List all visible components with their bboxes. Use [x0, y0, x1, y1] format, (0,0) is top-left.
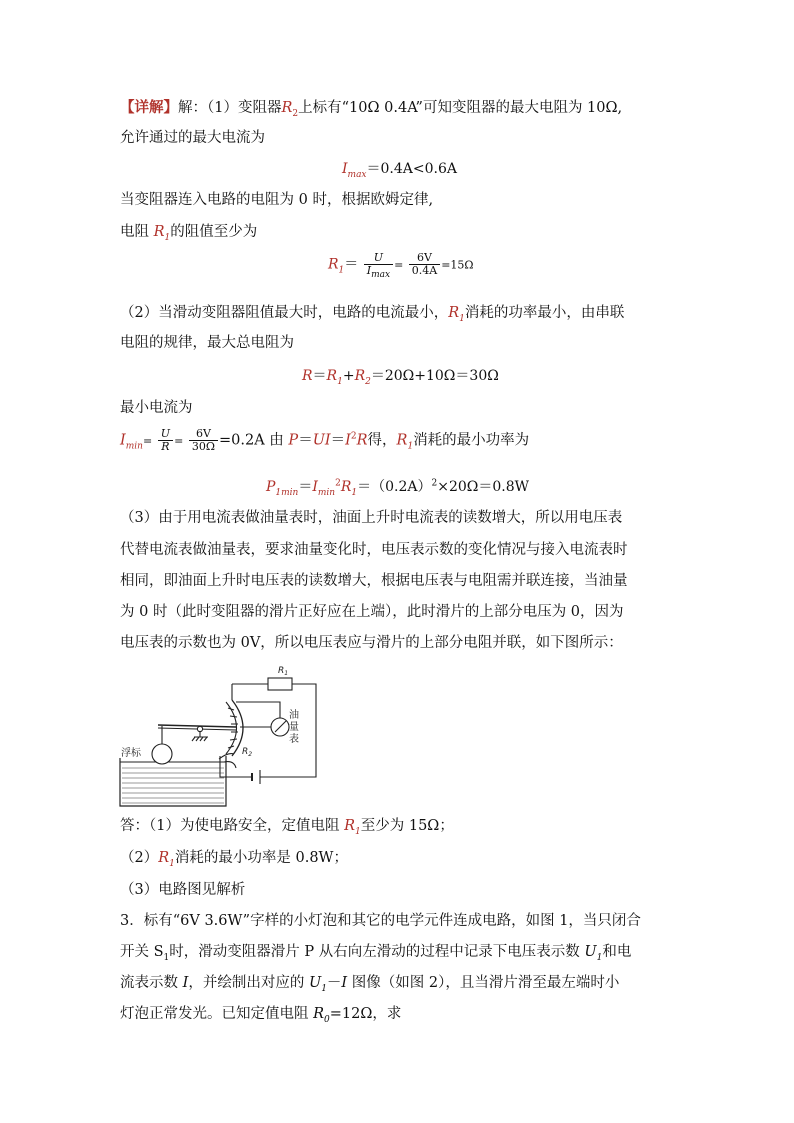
text-part2-line2: 电阻的规律，最大总电阻为: [120, 335, 294, 351]
detail-line-2: 允许通过的最大电流为: [120, 130, 265, 146]
label-float: 浮标: [121, 748, 141, 759]
detail-tag: 【详解】: [120, 99, 178, 116]
label-oil-meter-3: 表: [289, 734, 299, 745]
question3-line-2: 开关 $S_1$时，滑动变阻器滑片 P 从右向左滑动的过程中记录下电压表示数 $U_1$和电: [120, 944, 632, 963]
text-r1-min: 电阻 $R_1$的阻值至少为: [120, 224, 258, 243]
text-part2-line1: （2）当滑动变阻器阻值最大时，电路的电流最小，$R_1$消耗的功率最小，由串联: [120, 305, 625, 324]
text-part3-line3: 相同，即油面上升时电压表的读数增大，根据电压表与电阻需并联连接，当油量: [120, 573, 628, 589]
text-part3-line2: 代替电流表做油量表，要求油量变化时，电压表示数的变化情况与接入电流表时: [120, 542, 628, 558]
text-min-current: 最小电流为: [120, 400, 193, 416]
label-oil-meter-1: 油: [289, 710, 299, 721]
rheostat-r2-inner: [226, 702, 237, 754]
oil-meter-needle: [275, 721, 286, 732]
equation-imin: $I_{min}=$ $\frac{U}{R}$ = $\frac{6V}{30\Omega}$ =0.2A 由 $P=UI=I^2R$得，$R_1$消耗的最小功率为: [120, 427, 530, 453]
question3-line-3: 流表示数 I，并绘制出对应的 $U_1-I$ 图像（如图 2），且当滑片滑至最左端时小: [120, 975, 620, 994]
fraction-6v-over-30ohm: $\frac{6V}{30\Omega}$: [189, 428, 218, 453]
equation-total-resistance: $R=R_1+R_2=20\Omega+10\Omega=30\Omega$: [302, 368, 499, 387]
label-r1: $R_1$: [278, 666, 289, 677]
answer-line-2: $(2)R_1$消耗的最小功率是 0.8W；: [120, 850, 348, 869]
detail-line-1: 【详解】解：（1）变阻器$R_2$上标有“10Ω 0.4A”可知变阻器的最大电阻为 10Ω,: [120, 99, 623, 119]
text-part3-line5: 电压表的示数也为 0V，所以电压表应与滑片的上部分电阻并联，如下图所示：: [120, 635, 623, 651]
resistor-r1: [268, 678, 292, 690]
oil-tank: [120, 756, 226, 806]
fraction-6v-over-04a: $\frac{6V}{0.4A}$: [409, 252, 440, 277]
answer-line-3: （3）电路图见解析: [120, 882, 246, 898]
lever-pivot: [197, 726, 202, 731]
question3-line-1: 3．标有“6V 3.6W”字样的小灯泡和其它的电学元件连成电路，如图 1，当只闭合: [120, 913, 641, 929]
equation-imax: $I_{max}=0.4A<0.6A$: [342, 161, 457, 180]
label-r2: $R_2$: [242, 747, 253, 758]
float-ball: [152, 744, 172, 764]
fraction-u-over-imax: $\frac{U}{I_{max}}$: [364, 252, 393, 277]
oil-fill: [122, 768, 224, 803]
text-part3-line4: 为 0 时（此时变阻器的滑片正好应在上端），此时滑片的上部分电压为 0，因为: [120, 604, 624, 620]
answer-line-1: 答：（1）为使电路安全，定值电阻 $R_1$至少为 15Ω；: [120, 818, 454, 837]
equation-r1: $R_1=$ $\frac{U}{I_{max}}$ = $\frac{6V}{0.4A}$ =15Ω: [328, 251, 474, 281]
label-oil-meter-2: 量: [289, 722, 299, 733]
question3-line-4: 灯泡正常发光。已知定值电阻 $R_0=12\Omega$，求: [120, 1006, 402, 1025]
text-part3-line1: （3）由于用电流表做油量表时，油面上升时电流表的读数增大，所以用电压表: [120, 510, 623, 526]
fraction-u-over-r: $\frac{U}{R}$: [158, 428, 173, 453]
text-ohm-law: 当变阻器连入电路的电阻为 0 时，根据欧姆定律,: [120, 192, 434, 208]
circuit-diagram: [118, 660, 318, 810]
lever-rod: [158, 725, 236, 727]
pivot-support: [192, 737, 208, 741]
equation-p1min: $P_{1min}=I_{min}^2R_1=(0.2A)^2\times 20\Omega=0.8W$: [266, 478, 530, 498]
